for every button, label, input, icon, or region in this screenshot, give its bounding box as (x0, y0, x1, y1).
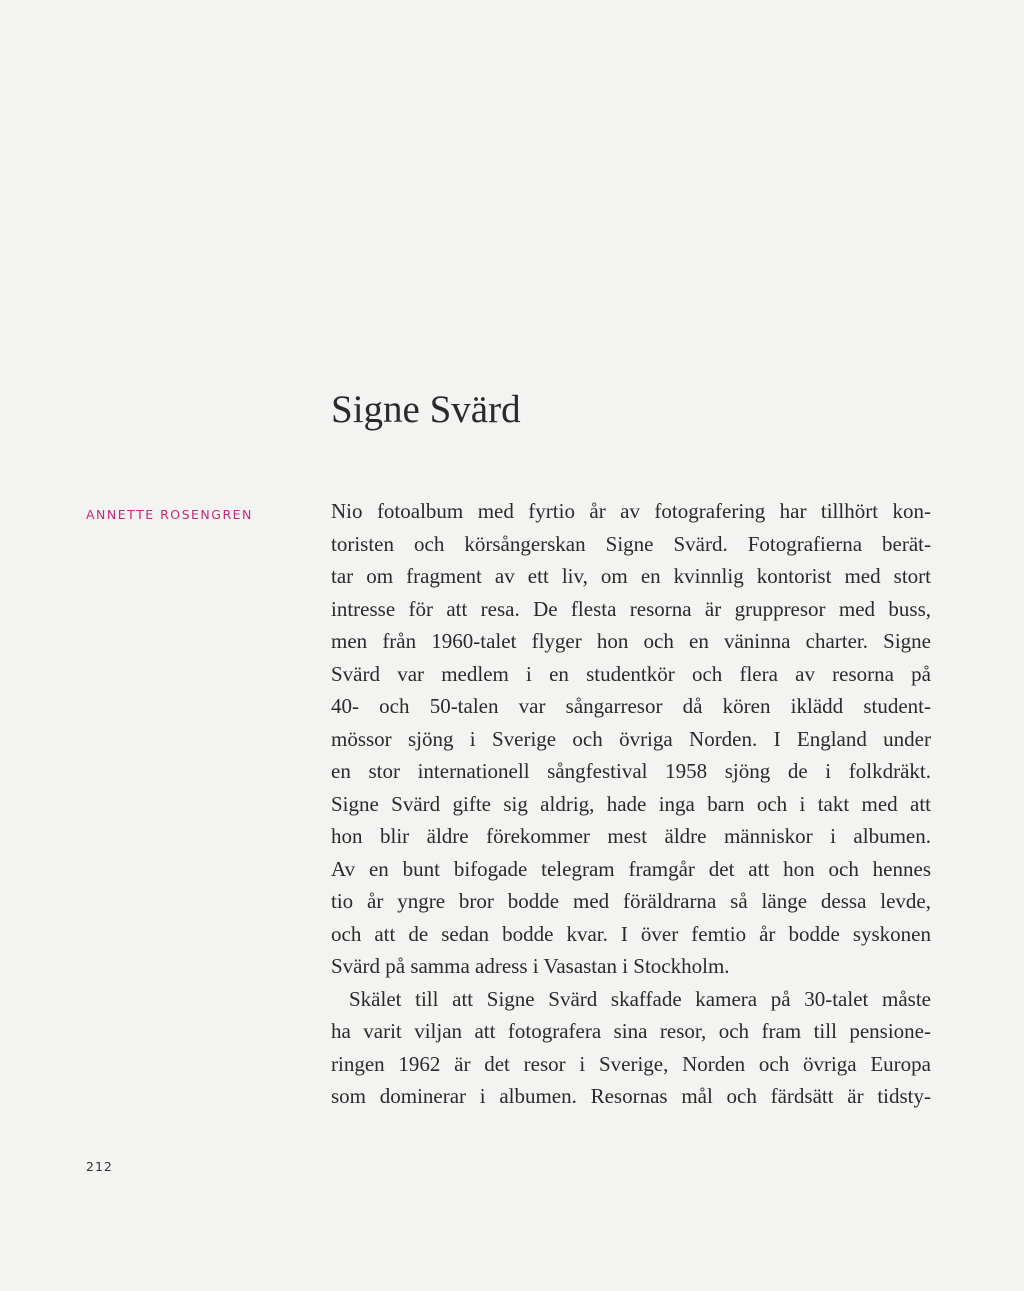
text-line: Nio fotoalbum med fyrtio år av fotografering har tillhört kon- (331, 499, 931, 523)
body-text (331, 495, 931, 1113)
text-line: 40- och 50-talen var sångarresor då kören iklädd student- (331, 694, 931, 718)
text-line: ringen 1962 är det resor i Sverige, Norden och övriga Europa (331, 1051, 931, 1076)
author-name: ANNETTE ROSENGREN (86, 507, 253, 522)
text-line: som dominerar i albumen. Resornas mål och färdsätt är tidsty- (331, 1084, 931, 1108)
text-line: mössor sjöng i Sverige och övriga Norden. I England under (331, 726, 931, 751)
text-line: Av en bunt bifogade telegram framgår det att hon och hennes (331, 856, 931, 881)
text-line: hon blir äldre förekommer mest äldre människor i albumen. (331, 824, 931, 848)
text-line: Svärd var medlem i en studentkör och flera av resorna på (331, 661, 931, 686)
text-line: toristen och körsångerskan Signe Svärd. Fotografierna berät- (331, 531, 931, 556)
text-line: och att de sedan bodde kvar. I över femtio år bodde syskonen (331, 921, 931, 946)
page-number: 212 (86, 1159, 113, 1174)
text-line: men från 1960-talet flyger hon och en väninna charter. Signe (331, 629, 931, 653)
text-line: ha varit viljan att fotografera sina resor, och fram till pensione- (331, 1019, 931, 1043)
text-line: tio år yngre bror bodde med föräldrarna så länge dessa levde, (331, 889, 931, 913)
text-line: Skälet till att Signe Svärd skaffade kamera på 30-talet måste (349, 986, 931, 1011)
text-line: Signe Svärd gifte sig aldrig, hade inga barn och i takt med att (331, 791, 931, 816)
chapter-title: Signe Svärd (331, 388, 521, 431)
text-line: tar om fragment av ett liv, om en kvinnlig kontorist med stort (331, 564, 931, 588)
text-line: Svärd på samma adress i Vasastan i Stockholm. (331, 954, 730, 978)
text-line: intresse för att resa. De flesta resorna är gruppresor med buss, (331, 596, 931, 621)
text-line: en stor internationell sångfestival 1958 sjöng de i folkdräkt. (331, 759, 931, 783)
